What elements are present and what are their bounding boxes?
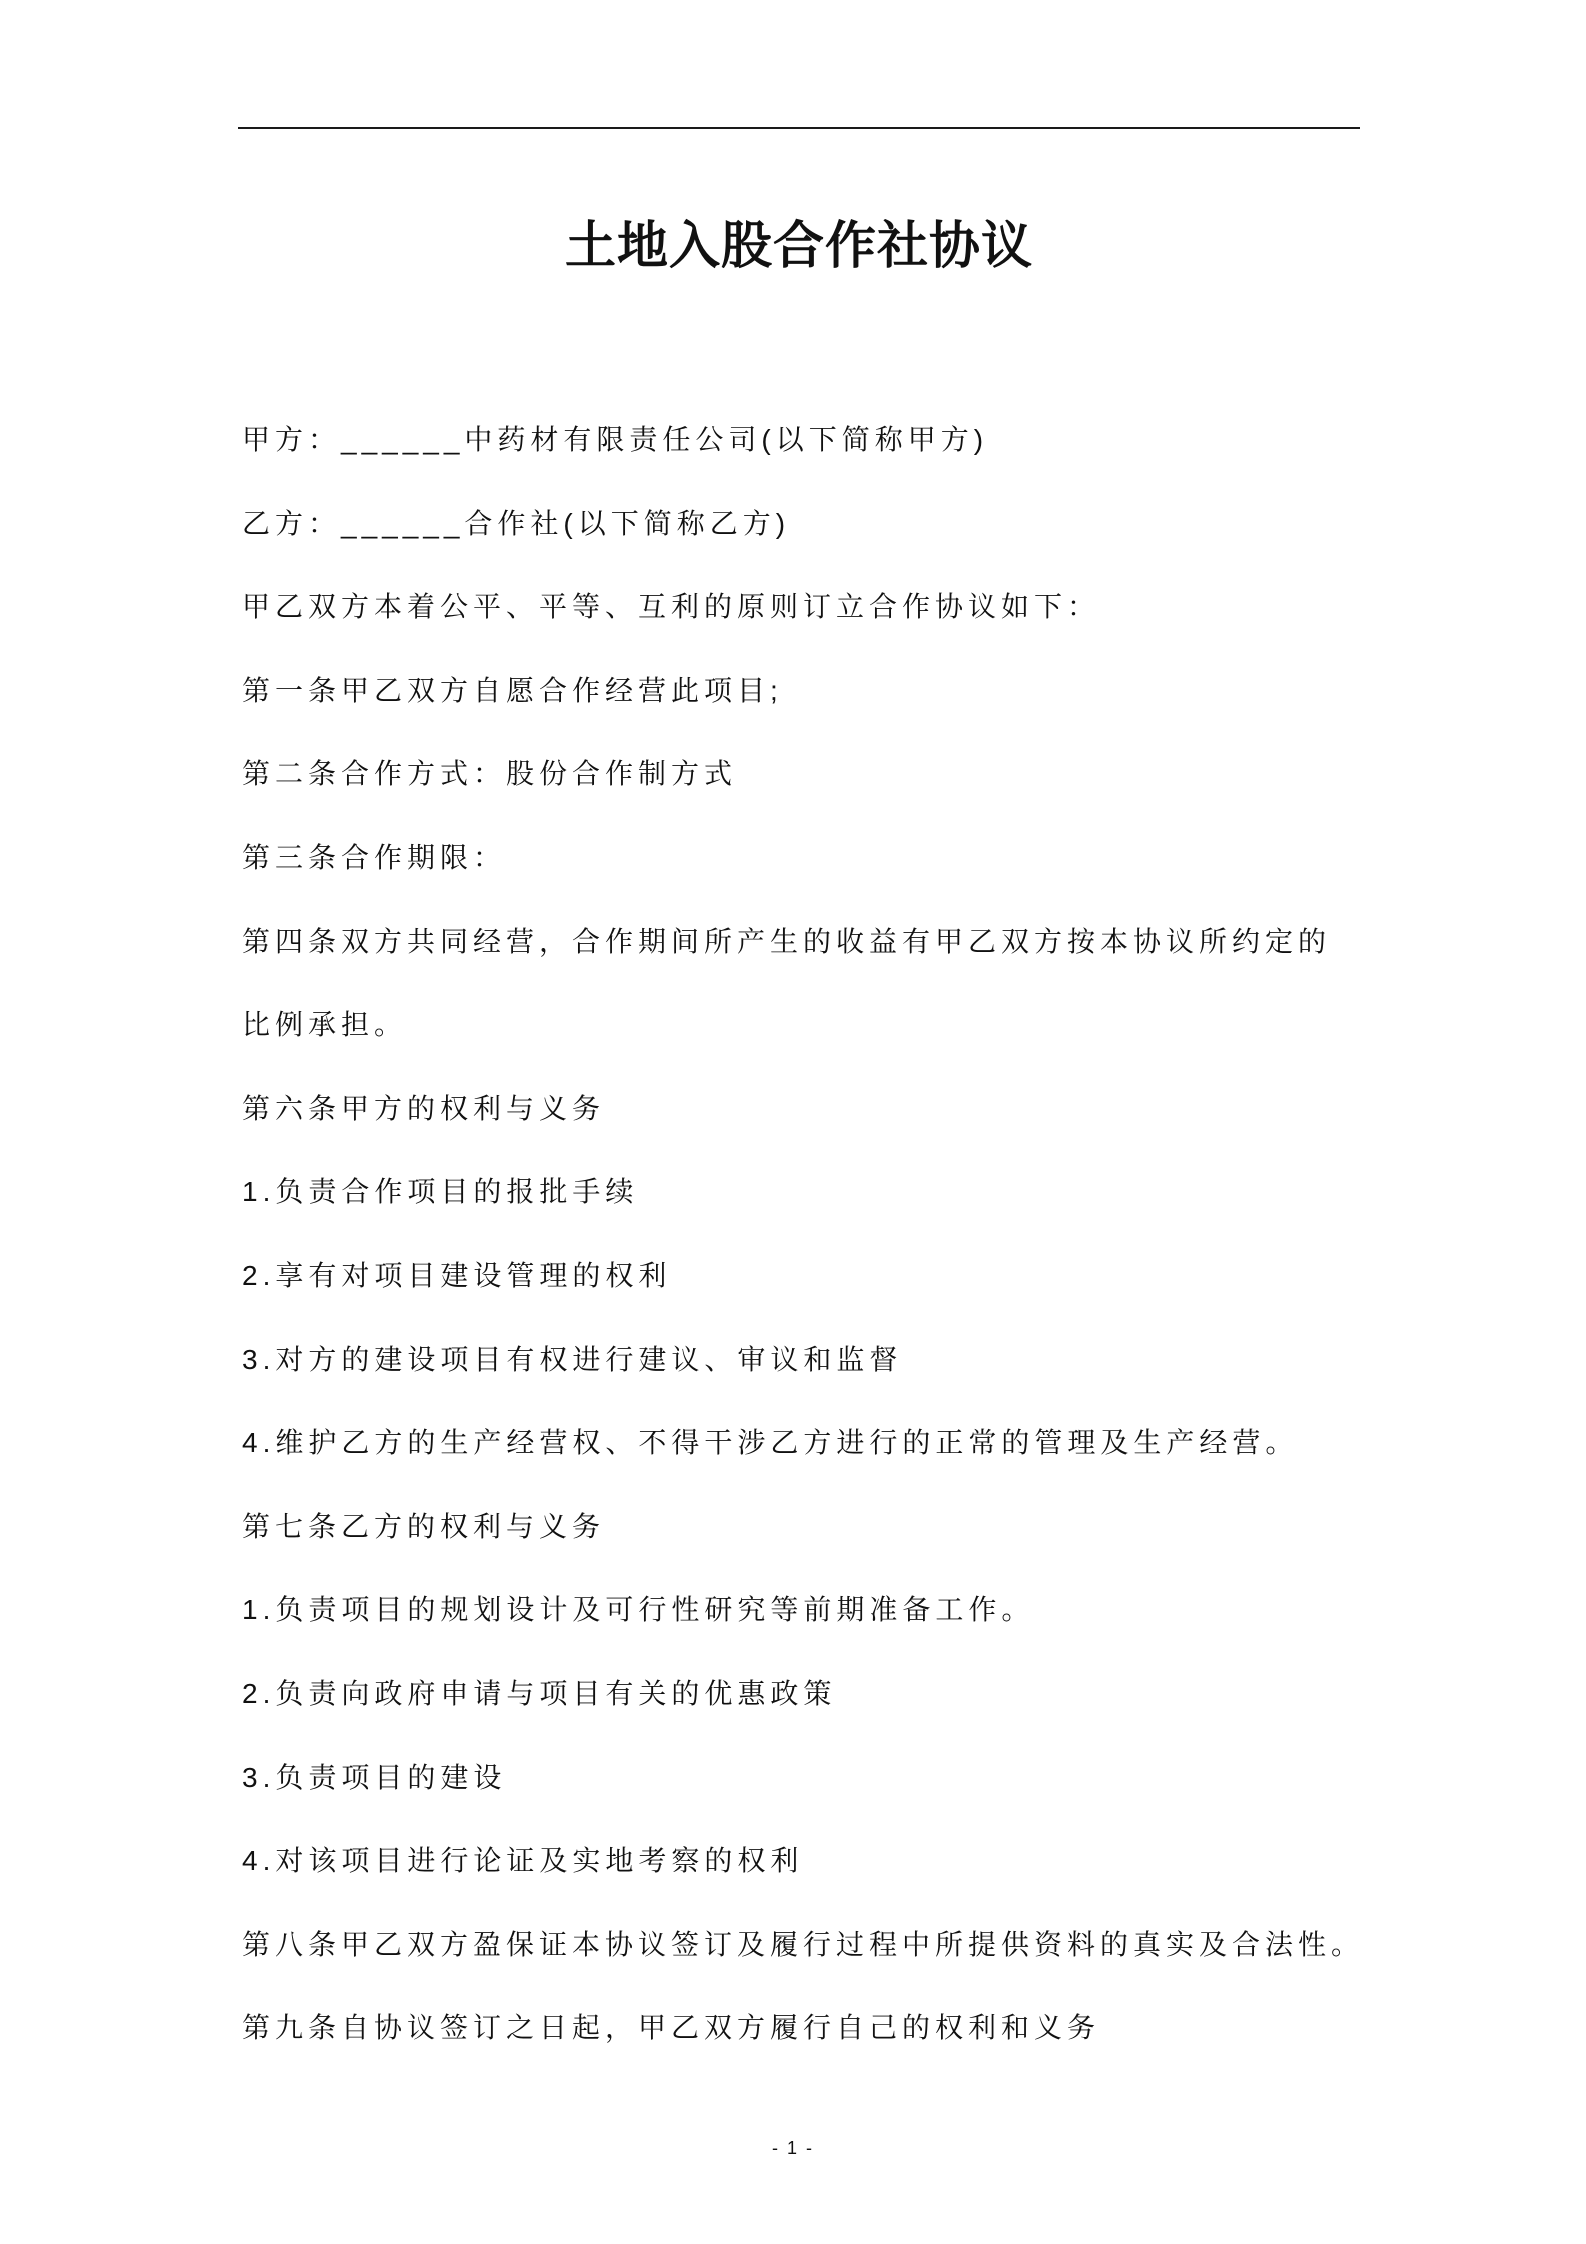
- article-2: 第二条合作方式：股份合作制方式: [242, 758, 738, 790]
- article-8: 第八条甲乙双方盈保证本协议签订及履行过程中所提供资料的真实及合法性。: [242, 1928, 1365, 1960]
- article-7-item-1: 1.负责项目的规划设计及可行性研究等前期准备工作。: [242, 1594, 1035, 1626]
- party-a-line: 甲方：______中药材有限责任公司(以下简称甲方): [242, 424, 989, 455]
- page-number: - 1 -: [771, 2138, 814, 2158]
- article-6-item-2: 2.享有对项目建设管理的权利: [242, 1259, 672, 1291]
- document-body: [242, 398, 1382, 2070]
- preamble: 甲乙双方本着公平、平等、互利的原则订立合作协议如下：: [242, 591, 1101, 623]
- party-b-line: 乙方：______合作社(以下简称乙方): [242, 507, 791, 539]
- article-6-item-3: 3.对方的建设项目有权进行建议、审议和监督: [242, 1343, 903, 1375]
- article-1: 第一条甲乙双方自愿合作经营此项目;: [242, 674, 783, 706]
- article-6-item-4: 4.维护乙方的生产经营权、不得干涉乙方进行的正常的管理及生产经营。: [242, 1427, 1299, 1459]
- article-7-item-3: 3.负责项目的建设: [242, 1761, 507, 1793]
- article-6-heading: 第六条甲方的权利与义务: [242, 1092, 606, 1124]
- article-7-item-4: 4.对该项目进行论证及实地考察的权利: [242, 1845, 804, 1877]
- article-6-item-1: 1.负责合作项目的报批手续: [242, 1176, 639, 1208]
- article-4: 第四条双方共同经营，合作期间所产生的收益有甲乙双方按本协议所约定的: [242, 925, 1332, 957]
- article-7-item-2: 2.负责向政府申请与项目有关的优惠政策: [242, 1677, 837, 1709]
- article-4-continued: 比例承担。: [242, 1009, 408, 1041]
- article-3: 第三条合作期限：: [242, 841, 507, 873]
- article-7-heading: 第七条乙方的权利与义务: [242, 1510, 606, 1542]
- article-9: 第九条自协议签订之日起，甲乙双方履行自己的权利和义务: [242, 2012, 1101, 2044]
- header-rule: [238, 127, 1360, 129]
- document-title: 土地入股合作社协议: [564, 217, 1033, 274]
